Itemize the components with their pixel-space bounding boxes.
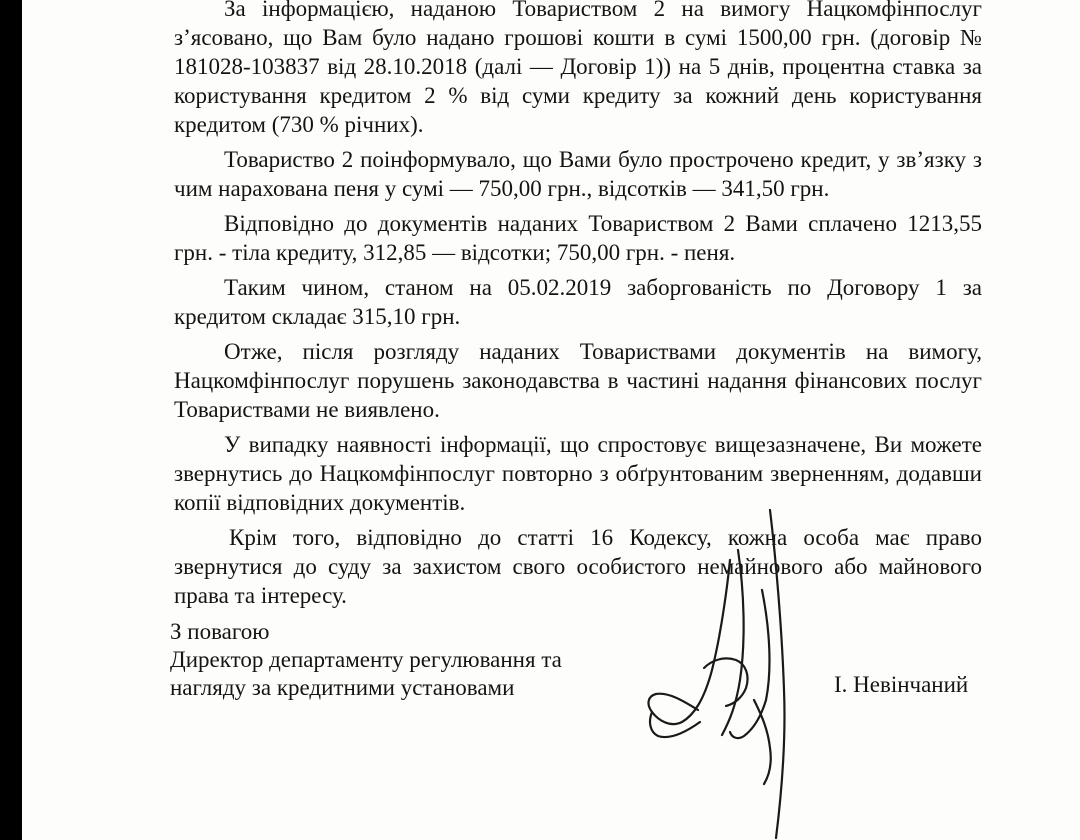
signature-icon xyxy=(612,500,832,840)
signer-position-line1: Директор департаменту регулювання та xyxy=(170,647,562,672)
paragraph-court: Крім того, відповідно до статті 16 Кодексу, кожна особа має право звернутися до суду за захистом свого особистого немайнового або майнового права та інтересу. xyxy=(174,525,982,608)
closing-greeting: З повагою xyxy=(170,619,270,644)
paragraph-overdue: Товариство 2 поінформувало, що Вами було прострочено кредит, у зв’язку з чим нарахована пеня у сумі — 750,00 грн., відсотків — 341,50 грн. xyxy=(174,147,982,201)
paragraph-appeal: У випадку наявності інформації, що спростовує вищезазначене, Ви можете звернутись до Нацкомфінпослуг повторно з обґрунтованим зверненням, додавши копії відповідних документів. xyxy=(174,432,982,515)
paragraph-conclusion: Отже, після розгляду наданих Товариствами документів на вимогу, Нацкомфінпослуг порушень законодавства в частині надання фінансових послуг Товариствами не виявлено. xyxy=(174,339,982,422)
paragraph-payments: Відповідно до документів наданих Товариством 2 Вами сплачено 1213,55 грн. - тіла кредиту, 312,85 — відсотки; 750,00 грн. - пеня. xyxy=(174,211,982,265)
signer-name: І. Невінчаний xyxy=(834,672,969,697)
signer-position-line2: нагляду за кредитними установами xyxy=(170,675,515,700)
paragraph-debt: Таким чином, станом на 05.02.2019 заборгованість по Договору 1 за кредитом складає 315,10 грн. xyxy=(174,275,982,329)
document-page xyxy=(22,0,1080,840)
letter-body xyxy=(174,0,982,616)
paragraph-loan-info: За інформацією, наданою Товариством 2 на вимогу Нацкомфінпослуг з’ясовано, що Вам було надано грошові кошти в сумі 1500,00 грн. (договір № 181028-103837 від 28.10.2018 (далі — Договір 1)) на 5 днів, процентна ставка за користування кредитом 2 % від суми кредиту за кожний день користування кредитом (730 % річних). xyxy=(174,0,982,137)
closing-block xyxy=(170,618,562,702)
